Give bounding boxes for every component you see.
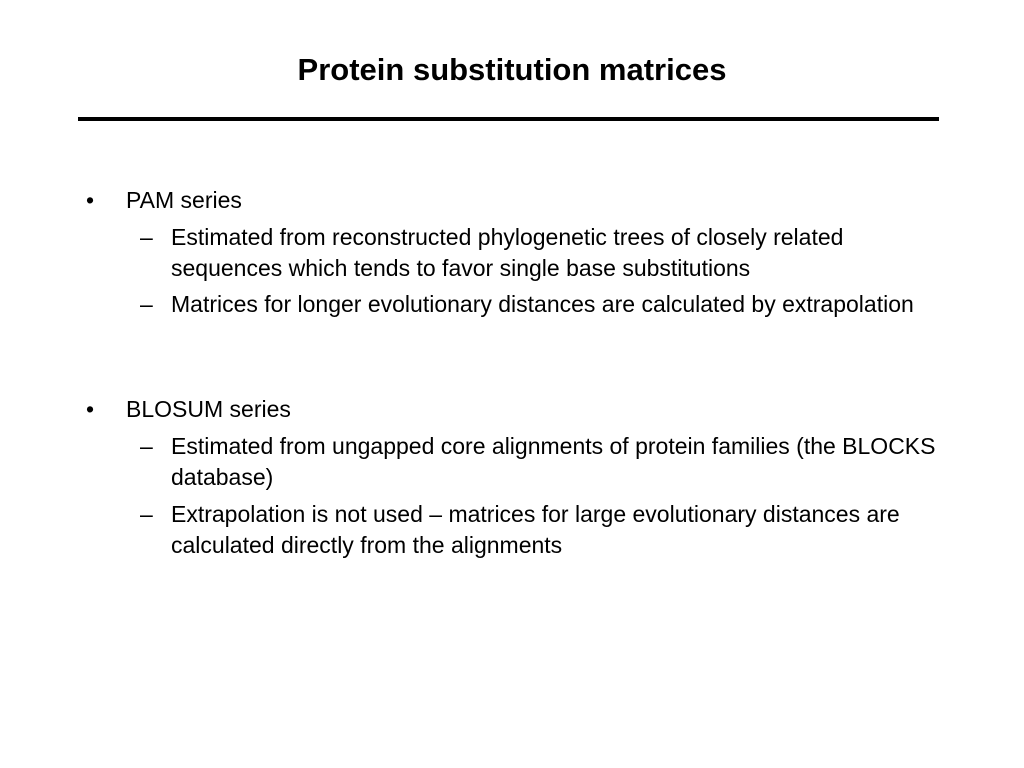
sub-bullet-item: Estimated from ungapped core alignments of protein families (the BLOCKS database) — [171, 433, 936, 490]
sub-bullet-item: Estimated from reconstructed phylogenetic trees of closely related sequences which tends to favor single base substitutions — [171, 224, 844, 281]
sub-bullet-marker: – — [140, 501, 153, 527]
bullet-marker: • — [86, 396, 95, 422]
sub-bullet-marker: – — [140, 433, 153, 459]
sub-bullet-marker: – — [140, 224, 153, 250]
bullet-heading-blosum: BLOSUM series — [126, 396, 291, 422]
slide-title: Protein substitution matrices — [297, 52, 727, 87]
sub-bullet-marker: – — [140, 291, 153, 317]
sub-bullet-item: Matrices for longer evolutionary distances are calculated by extrapolation — [171, 291, 914, 317]
bullet-heading-pam: PAM series — [126, 187, 242, 213]
sub-bullet-item: Extrapolation is not used – matrices for large evolutionary distances are calculated directly from the alignments — [171, 501, 900, 558]
bullet-marker: • — [86, 187, 95, 213]
